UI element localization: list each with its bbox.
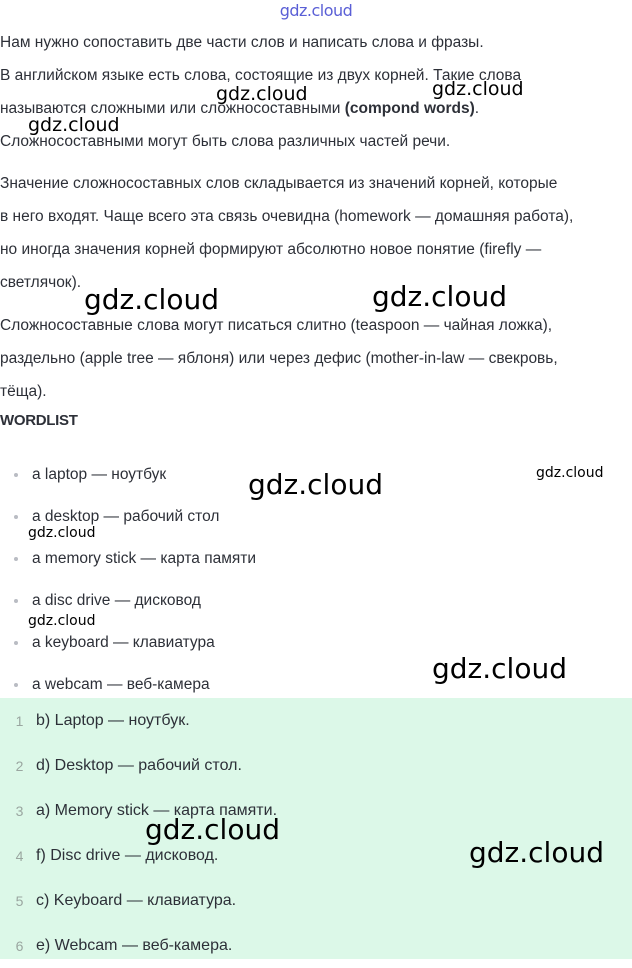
paragraph: светлячок). <box>0 274 82 291</box>
answer-block <box>0 698 632 959</box>
answer-text: b) Laptop — ноутбук. <box>36 711 190 729</box>
paragraph-text: . <box>474 100 480 117</box>
watermark: gdz.cloud <box>84 283 219 316</box>
list-item-text: a disc drive — дисковод <box>32 592 201 609</box>
line-number: 2 <box>15 757 24 774</box>
paragraph: но иногда значения корней формируют абсолютно новое понятие (firefly — <box>0 241 542 258</box>
watermark: gdz.cloud <box>432 78 524 100</box>
line-number: 3 <box>15 802 24 819</box>
list-item-text: a webcam — веб-камера <box>32 676 210 693</box>
answer-row <box>0 698 632 743</box>
answer-text: e) Webcam — веб-камера. <box>36 936 233 954</box>
bullet-icon <box>14 683 18 687</box>
paragraph: Сложносоставными могут быть слова различных частей речи. <box>0 133 451 150</box>
answer-text: d) Desktop — рабочий стол. <box>36 756 242 774</box>
paragraph: тёща). <box>0 383 47 400</box>
watermark: gdz.cloud <box>432 652 567 685</box>
paragraph: Значение сложносоставных слов складывается из значений корней, которые <box>0 175 558 192</box>
watermark: gdz.cloud <box>216 83 308 105</box>
watermark: gdz.cloud <box>469 836 604 869</box>
paragraph: раздельно (apple tree — яблоня) или через дефис (mother-in-law — свекровь, <box>0 350 558 367</box>
bullet-icon <box>14 599 18 603</box>
line-number: 6 <box>15 937 24 954</box>
watermark: gdz.cloud <box>536 465 604 481</box>
answer-text: c) Keyboard — клавиатура. <box>36 891 237 909</box>
site-logo[interactable]: gdz.cloud <box>279 1 353 20</box>
watermark: gdz.cloud <box>28 525 96 541</box>
line-number: 5 <box>15 892 24 909</box>
paragraph: в него входят. Чаще всего эта связь очевидна (homework — домашняя работа), <box>0 208 574 225</box>
answer-row <box>0 743 632 788</box>
paragraph: В английском языке есть слова, состоящие из двух корней. Такие слова <box>0 67 522 84</box>
line-number: 1 <box>15 712 24 729</box>
list-item-text: a memory stick — карта памяти <box>32 550 257 567</box>
list-item-text: a laptop — ноутбук <box>32 466 167 483</box>
paragraph: Нам нужно сопоставить две части слов и написать слова и фразы. <box>0 34 484 51</box>
list-item <box>14 454 166 496</box>
bullet-icon <box>14 515 18 519</box>
line-number: 4 <box>15 847 24 864</box>
watermark: gdz.cloud <box>372 280 507 313</box>
list-item-text: a desktop — рабочий стол <box>32 508 220 525</box>
answer-text: a) Memory stick — карта памяти. <box>36 801 278 819</box>
answer-text: f) Disc drive — дисковод. <box>36 846 219 864</box>
answer-row <box>0 788 632 833</box>
bullet-icon <box>14 473 18 477</box>
answer-row <box>0 923 632 968</box>
watermark: gdz.cloud <box>248 468 383 501</box>
list-item <box>14 538 256 580</box>
bullet-icon <box>14 641 18 645</box>
bold-term: (compond words) <box>344 100 475 117</box>
paragraph-text: называются сложными или сложносоставными <box>0 100 345 117</box>
wordlist-heading: WORDLIST <box>0 412 78 429</box>
list-item-text: a keyboard — клавиатура <box>32 634 215 651</box>
watermark: gdz.cloud <box>28 114 120 136</box>
watermark: gdz.cloud <box>28 613 96 629</box>
answer-row <box>0 878 632 923</box>
bullet-icon <box>14 557 18 561</box>
watermark: gdz.cloud <box>145 813 280 846</box>
paragraph: Сложносоставные слова могут писаться слитно (teaspoon — чайная ложка), <box>0 317 553 334</box>
